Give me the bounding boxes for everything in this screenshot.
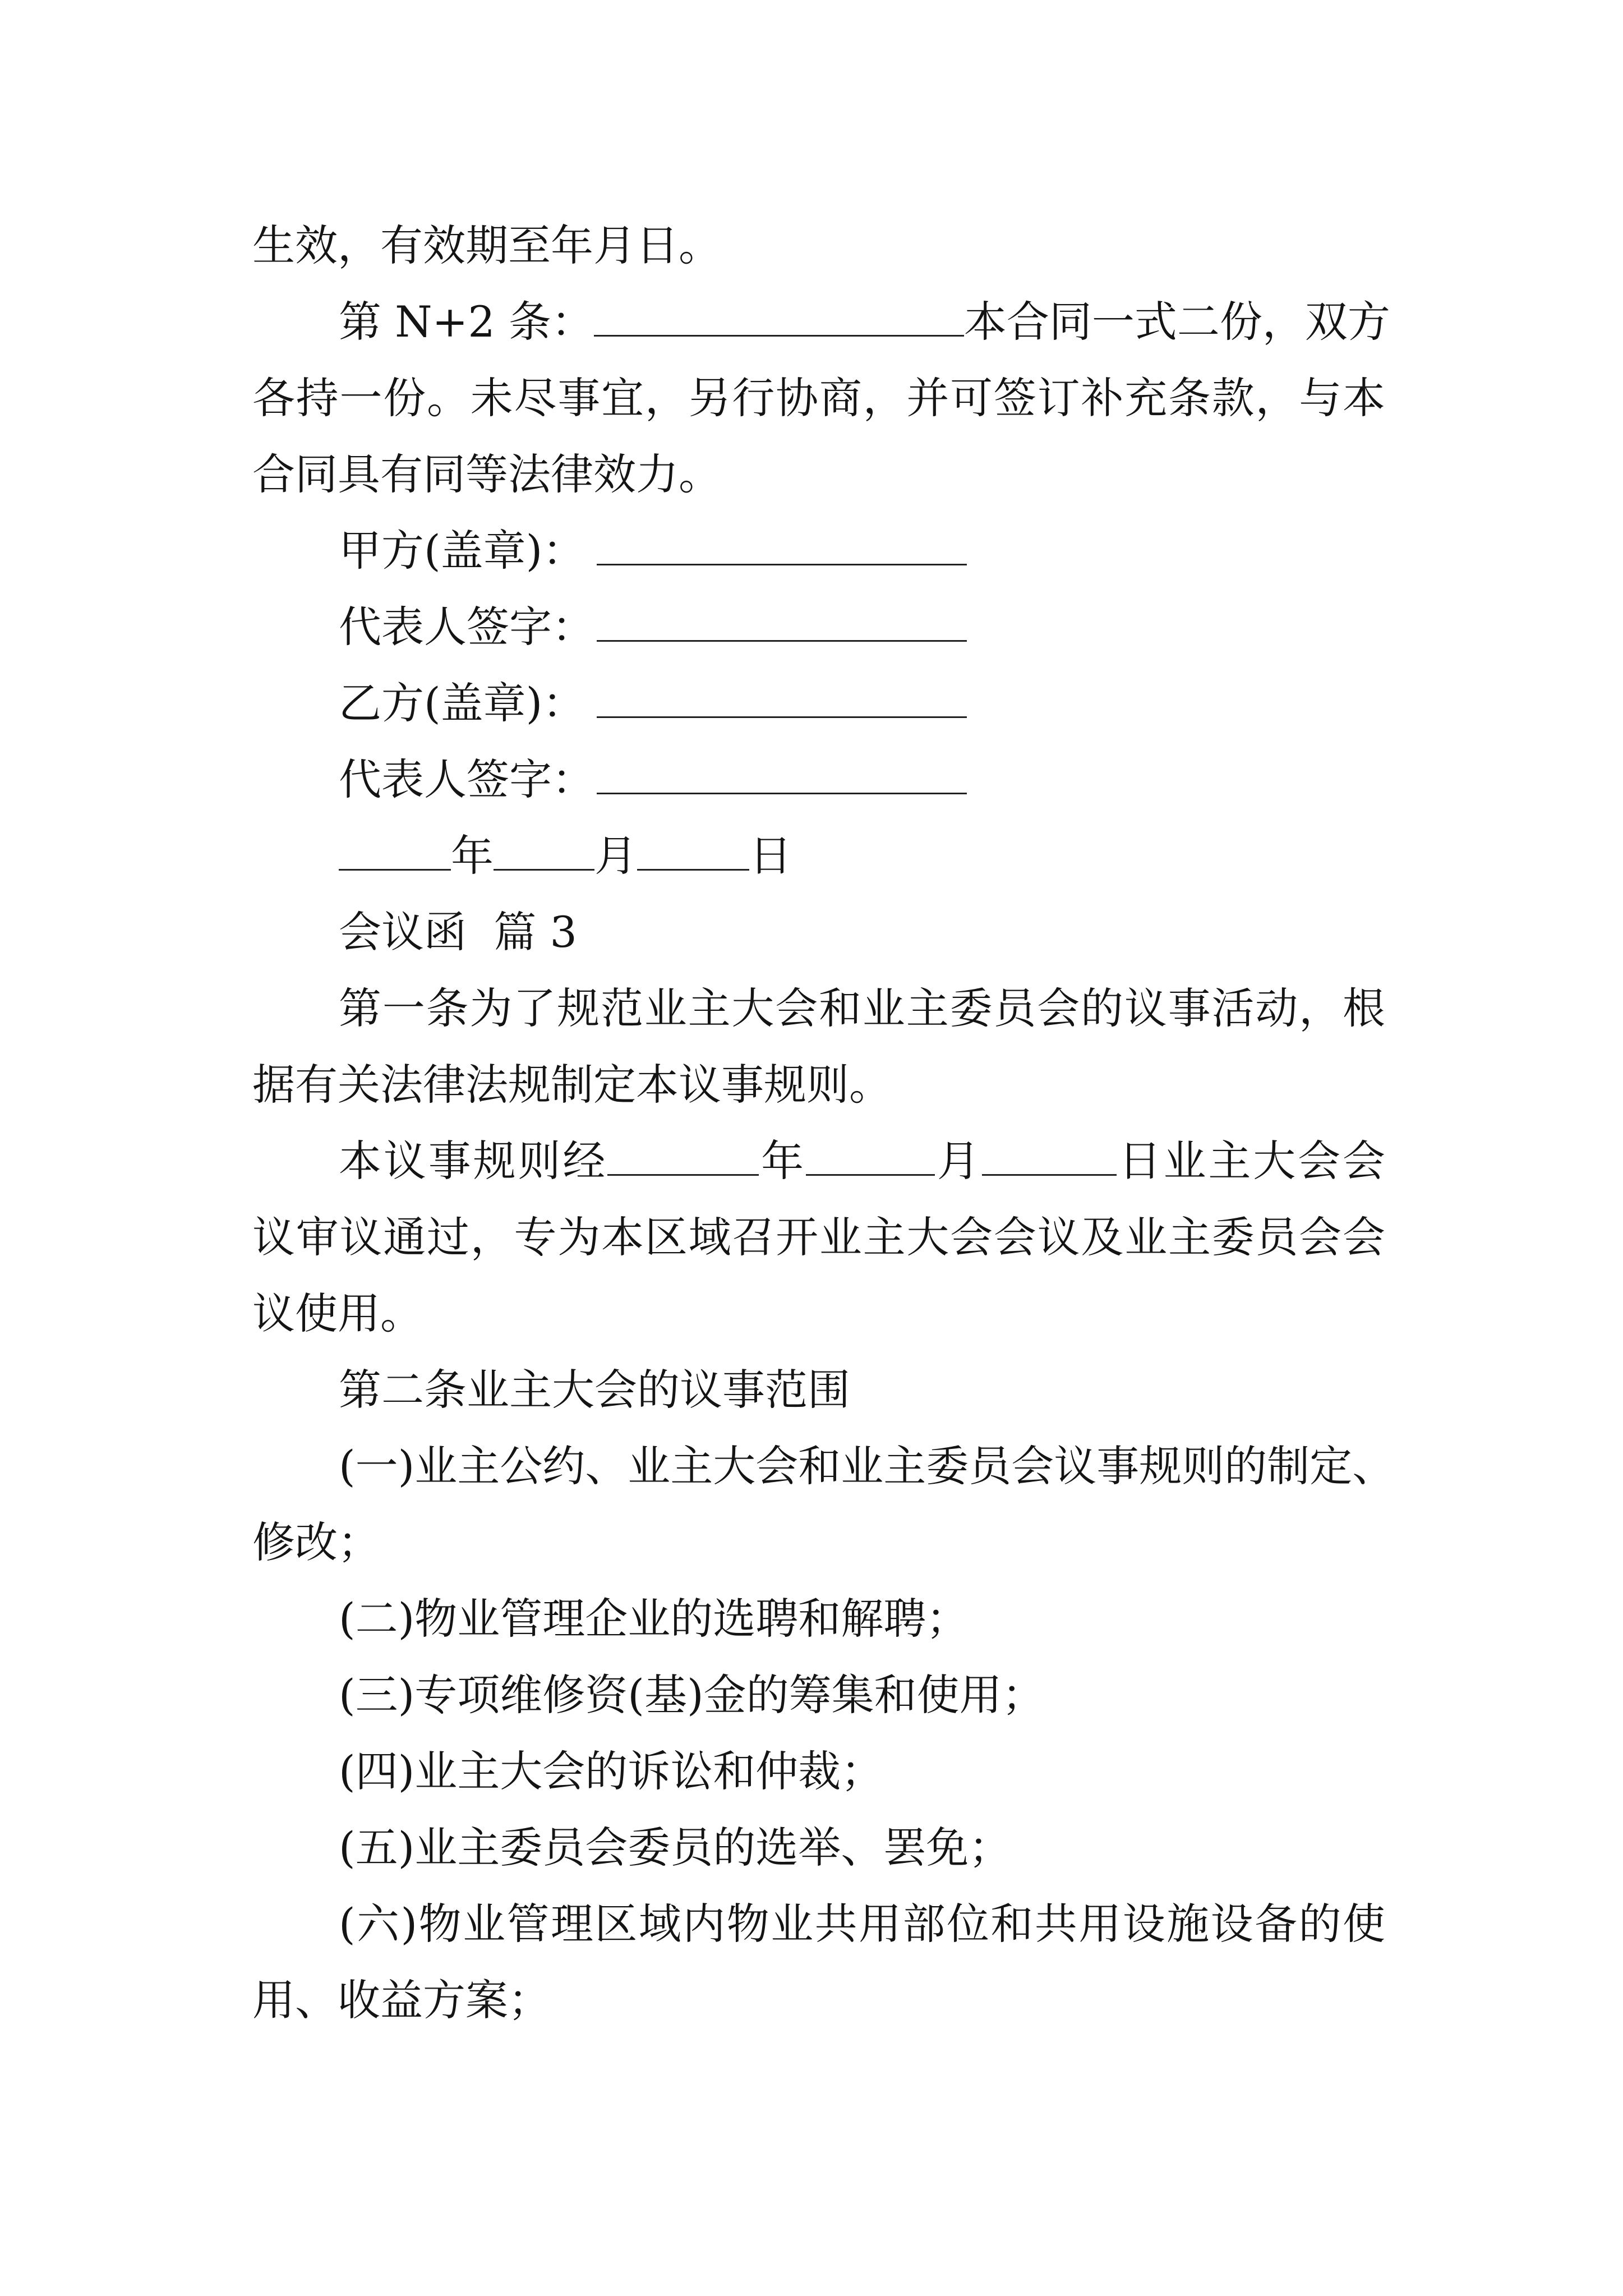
signature-line-rep-a bbox=[339, 590, 1385, 665]
paragraph-line: 各持一份。未尽事宜，另行协商，并可签订补充条款，与本 bbox=[252, 373, 1385, 423]
year-label: 年 bbox=[451, 831, 494, 881]
paragraph-line: 议审议通过，专为本区域召开业主大会会议及业主委员会会 bbox=[252, 1212, 1385, 1262]
party-b-seal-label: 乙方(盖章)： bbox=[339, 678, 585, 728]
rules-adoption-line bbox=[339, 1124, 1385, 1199]
signature-line-rep-b bbox=[339, 742, 1385, 817]
article-text: 本合同一式二份，双方 bbox=[963, 297, 1390, 347]
list-item-continued: 用、收益方案； bbox=[252, 1975, 551, 2025]
month-label: 月 bbox=[935, 1136, 982, 1186]
day-label: 日 bbox=[749, 831, 792, 881]
party-b-seal-blank bbox=[597, 671, 967, 718]
section-title: 会议函 篇 3 bbox=[339, 907, 577, 957]
rules-text-tail: 日业主大会会 bbox=[1116, 1136, 1385, 1186]
paragraph-line: 合同具有同等法律效力。 bbox=[252, 449, 721, 499]
party-a-seal-label: 甲方(盖章)： bbox=[339, 526, 585, 576]
month-label: 月 bbox=[594, 831, 637, 881]
article-n2-line bbox=[339, 284, 1390, 360]
signature-line-party-a bbox=[339, 513, 1385, 588]
year-label: 年 bbox=[759, 1136, 806, 1186]
rep-b-label: 代表人签字： bbox=[339, 754, 594, 804]
article-label: 第 N+2 条： bbox=[339, 297, 594, 347]
list-item: (三)专项维修资(基)金的筹集和使用； bbox=[339, 1670, 1045, 1720]
party-a-seal-blank bbox=[597, 519, 967, 565]
paragraph-line: 生效，有效期至年月日。 bbox=[252, 220, 721, 270]
article-2-heading: 第二条业主大会的议事范围 bbox=[339, 1365, 850, 1415]
rep-b-blank bbox=[597, 748, 967, 794]
article-1-line: 第一条为了规范业主大会和业主委员会的议事活动，根 bbox=[339, 983, 1385, 1033]
signature-line-party-b bbox=[339, 666, 1385, 741]
rep-a-label: 代表人签字： bbox=[339, 602, 594, 652]
fill-in-blank bbox=[594, 290, 964, 337]
month-blank bbox=[806, 1129, 935, 1176]
list-item: (六)物业管理区域内物业共用部位和共用设施设备的使 bbox=[339, 1899, 1385, 1949]
list-item: (四)业主大会的诉讼和仲裁； bbox=[339, 1746, 884, 1796]
year-blank bbox=[339, 824, 451, 871]
year-blank bbox=[607, 1129, 759, 1176]
list-item-continued: 修改； bbox=[252, 1517, 380, 1567]
day-blank bbox=[637, 824, 749, 871]
day-blank bbox=[982, 1129, 1117, 1176]
list-item: (二)物业管理企业的选聘和解聘； bbox=[339, 1594, 969, 1644]
paragraph-line: 议使用。 bbox=[252, 1289, 423, 1338]
paragraph-line: 据有关法律法规制定本议事规则。 bbox=[252, 1060, 892, 1110]
month-blank bbox=[494, 824, 594, 871]
list-item: (五)业主委员会委员的选举、罢免； bbox=[339, 1823, 1012, 1872]
list-item: (一)业主公约、业主大会和业主委员会议事规则的制定、 bbox=[339, 1441, 1395, 1491]
rep-a-blank bbox=[597, 595, 967, 642]
date-line bbox=[339, 818, 1385, 894]
rules-text: 本议事规则经 bbox=[339, 1136, 608, 1186]
